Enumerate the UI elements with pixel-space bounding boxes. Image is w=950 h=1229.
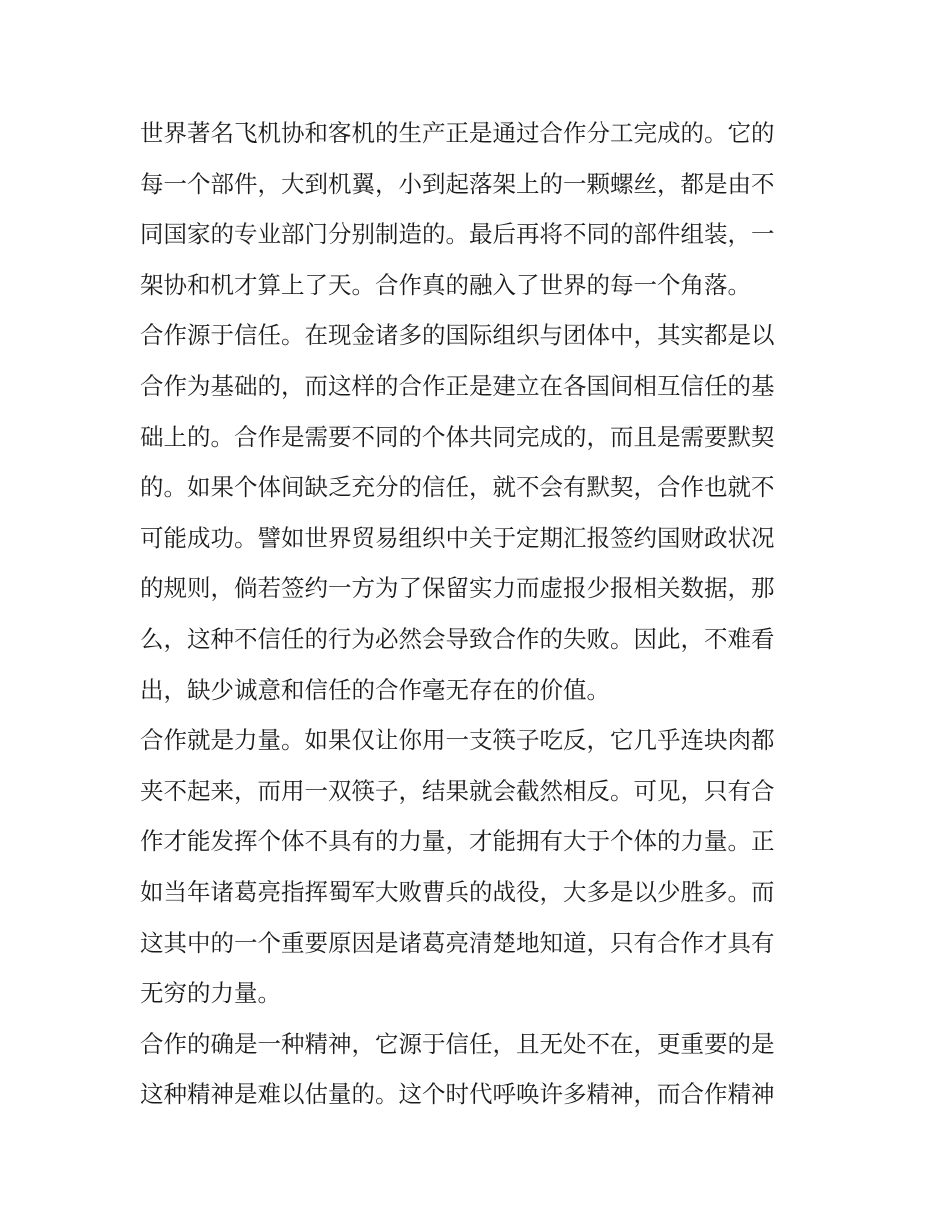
text-line: 夹不起来，而用一双筷子，结果就会截然相反。可见，只有合 bbox=[140, 776, 775, 805]
text-line: 这种精神是难以估量的。这个时代呼唤许多精神，而合作精神 bbox=[140, 1080, 775, 1109]
text-line: 世界著名飞机协和客机的生产正是通过合作分工完成的。它的 bbox=[140, 119, 775, 147]
text-line: 合作为基础的，而这样的合作正是建立在各国间相互信任的基 bbox=[140, 371, 775, 400]
text-line: 么，这种不信任的行为必然会导致合作的失败。因此，不难看 bbox=[140, 624, 775, 653]
text-line: 如当年诸葛亮指挥蜀军大败曹兵的战役，大多是以少胜多。而 bbox=[140, 877, 775, 906]
text-line: 的。如果个体间缺乏充分的信任，就不会有默契，合作也就不 bbox=[140, 473, 775, 502]
text-line: 每一个部件，大到机翼，小到起落架上的一颗螺丝，都是由不 bbox=[140, 169, 775, 198]
text-line: 架协和机才算上了天。合作真的融入了世界的每一个角落。 bbox=[140, 270, 751, 299]
text-line: 出，缺少诚意和信任的合作毫无存在的价值。 bbox=[140, 675, 610, 704]
text-line: 作才能发挥个体不具有的力量，才能拥有大于个体的力量。正 bbox=[140, 827, 775, 856]
text-line: 无穷的力量。 bbox=[140, 979, 281, 1008]
body-text bbox=[140, 108, 820, 1120]
text-line: 的规则，倘若签约一方为了保留实力而虚报少报相关数据，那 bbox=[140, 574, 775, 603]
text-line: 合作就是力量。如果仅让你用一支筷子吃反，它几乎连块肉都 bbox=[140, 726, 775, 755]
text-line: 这其中的一个重要原因是诸葛亮清楚地知道，只有合作才具有 bbox=[140, 928, 775, 957]
text-line: 础上的。合作是需要不同的个体共同完成的，而且是需要默契 bbox=[140, 422, 775, 451]
text-line: 可能成功。譬如世界贸易组织中关于定期汇报签约国财政状况 bbox=[140, 523, 775, 552]
text-line: 同国家的专业部门分别制造的。最后再将不同的部件组装，一 bbox=[140, 220, 775, 249]
text-line: 合作的确是一种精神，它源于信任，且无处不在，更重要的是 bbox=[140, 1029, 775, 1058]
text-line: 合作源于信任。在现金诸多的国际组织与团体中，其实都是以 bbox=[140, 321, 775, 350]
